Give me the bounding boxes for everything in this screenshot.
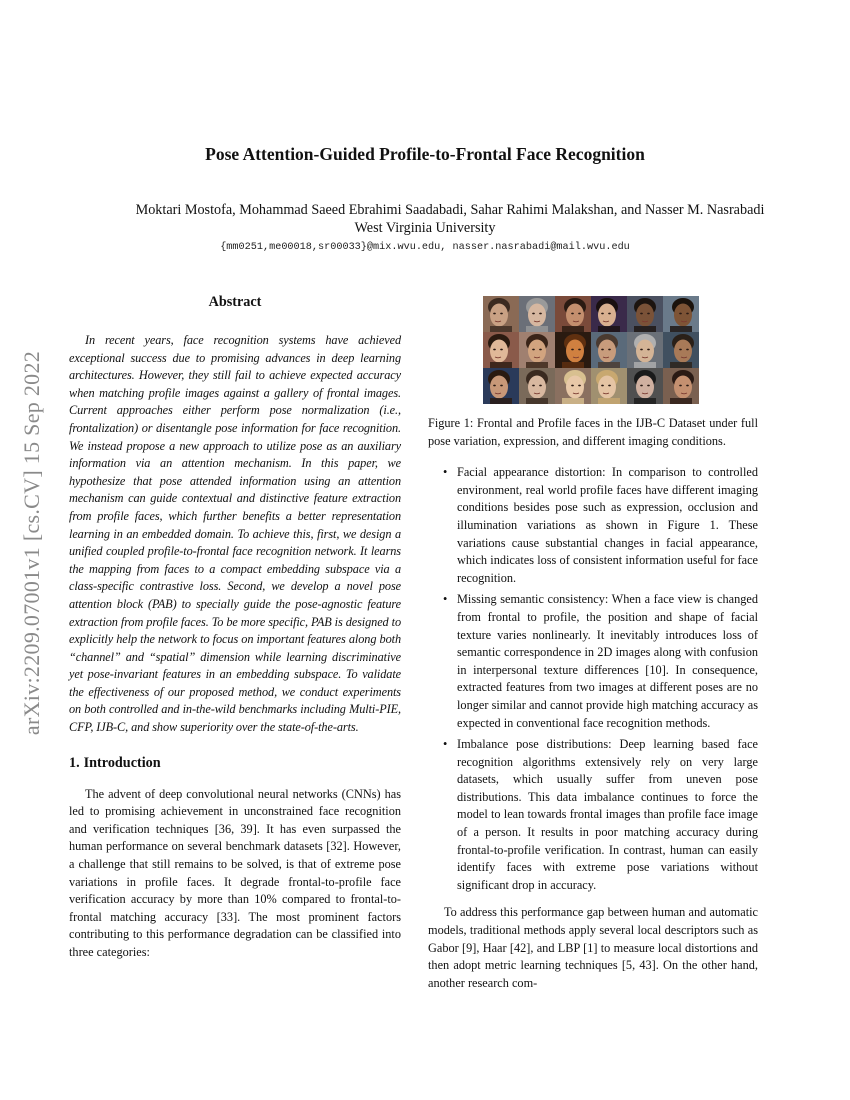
challenge-list <box>428 464 758 894</box>
face-photo-image <box>591 296 627 332</box>
face-photo-image <box>555 368 591 404</box>
face-photo <box>627 368 663 404</box>
face-photo-shape <box>571 349 574 351</box>
bullet-dot: • <box>443 592 448 607</box>
face-photo-shape <box>532 313 535 315</box>
face-photo-image <box>627 332 663 368</box>
section-number: 1. <box>69 754 80 771</box>
bullet-dot: • <box>443 465 448 480</box>
face-photo-shape <box>490 340 508 363</box>
face-photo <box>483 368 519 404</box>
face-photo-shape <box>647 349 650 351</box>
face-photo-image <box>519 368 555 404</box>
face-photo-shape <box>640 313 643 315</box>
face-photo <box>591 332 627 368</box>
face-photo-shape <box>571 313 574 315</box>
figure-caption: Figure 1: Frontal and Profile faces in the IJB-C Dataset under full pose variation, expression, and different imaging conditions. <box>428 416 758 448</box>
author-emails: {mm0251,me00018,sr00033}@mix.wvu.edu, nasser.nasrabadi@mail.wvu.edu <box>220 242 630 253</box>
face-photo-shape <box>647 313 650 315</box>
face-photo-shape <box>640 349 643 351</box>
face-photo-image <box>663 332 699 368</box>
face-photo <box>663 368 699 404</box>
face-photo-shape <box>608 385 611 387</box>
figure-face-grid <box>483 296 699 404</box>
left-column <box>69 294 401 962</box>
face-photo-shape <box>636 340 654 363</box>
right-column <box>428 296 758 992</box>
face-photo-shape <box>528 376 546 399</box>
face-photo <box>627 296 663 332</box>
face-photo-shape <box>670 398 692 404</box>
face-photo-shape <box>528 304 546 327</box>
face-photo <box>555 368 591 404</box>
face-photo-shape <box>566 340 584 363</box>
face-photo <box>483 332 519 368</box>
face-photo <box>663 296 699 332</box>
face-photo-shape <box>636 304 654 327</box>
face-photo-shape <box>493 313 496 315</box>
section-title: Introduction <box>83 754 161 771</box>
face-photo-image <box>519 332 555 368</box>
face-photo-shape <box>532 385 535 387</box>
bullet-text: Imbalance pose distributions: Deep learning based face recognition algorithms extensively rely on very large datasets, which usually suffer from uneven pose distributions. This data imbalance continues to force the model to lean towards frontal images than profile face image of a person. It results in poor matching accuracy during frontal-to-profile verification. In contrast, human can easily identify faces with extreme pose variations without significant drop in accuracy. <box>457 737 758 892</box>
face-photo-shape <box>571 385 574 387</box>
face-photo <box>555 332 591 368</box>
author-list: Moktari Mostofa, Mohammad Saeed Ebrahimi Saadabadi, Sahar Rahimi Malakshan, and Nasser M. Nasrabadi <box>135 202 765 218</box>
face-photo-shape <box>490 398 512 404</box>
face-photo-shape <box>598 340 616 363</box>
face-photo-shape <box>566 376 584 399</box>
face-photo-image <box>555 296 591 332</box>
arxiv-stamp <box>8 293 56 793</box>
face-photo-shape <box>674 340 692 363</box>
face-photo <box>519 296 555 332</box>
face-photo-shape <box>674 304 692 327</box>
face-photo-image <box>519 296 555 332</box>
face-photo-shape <box>608 349 611 351</box>
abstract-heading: Abstract <box>208 294 262 310</box>
face-photo-shape <box>500 385 503 387</box>
face-photo-image <box>591 368 627 404</box>
face-photo-shape <box>601 313 604 315</box>
face-photo-image <box>555 332 591 368</box>
face-photo-shape <box>674 376 692 399</box>
face-photo-shape <box>532 349 535 351</box>
face-photo <box>483 296 519 332</box>
face-photo-shape <box>493 385 496 387</box>
bullet-item <box>428 736 758 894</box>
face-photo <box>627 332 663 368</box>
face-photo-image <box>483 368 519 404</box>
face-photo-shape <box>647 385 650 387</box>
face-photo-shape <box>598 398 620 404</box>
introduction-paragraph: The advent of deep convolutional neural networks (CNNs) has led to promising achievement in unconstrained face recognition and verification techniques [36, 39]. It has even surpassed the human performance on several benchmark datasets [32]. However, a challenge that still remains to be solved, is that of extreme pose variations in profile faces. It degrade frontal-to-profile face verification accuracy by more than 10% compared to frontal-to-frontal matching accuracy [33]. The most prominent factors contributing to this performance degradation can be classified into three categories: <box>69 786 401 959</box>
face-photo-shape <box>679 349 682 351</box>
face-photo-shape <box>526 398 548 404</box>
face-photo <box>591 368 627 404</box>
face-photo-shape <box>566 304 584 327</box>
face-photo <box>519 332 555 368</box>
face-photo-image <box>627 296 663 332</box>
face-photo-shape <box>528 340 546 363</box>
face-photo-shape <box>679 313 682 315</box>
face-photo-shape <box>539 349 542 351</box>
face-photo-shape <box>601 349 604 351</box>
bullet-dot: • <box>443 737 448 752</box>
face-photo-shape <box>686 313 689 315</box>
paper-title: Pose Attention-Guided Profile-to-Frontal Face Recognition <box>205 144 645 164</box>
face-photo-image <box>663 296 699 332</box>
body-paragraph: To address this performance gap between human and automatic models, traditional methods apply several local descriptors such as Gabor [9], Haar [42], and LBP [1] to measure local distortions and then adopt metric learning techniques [5, 43]. On the other hand, another research com- <box>428 905 758 990</box>
bullet-item <box>428 591 758 732</box>
face-photo-shape <box>500 349 503 351</box>
face-photo-shape <box>578 385 581 387</box>
bullet-text: Missing semantic consistency: When a face view is changed from frontal to profile, the position and shape of facial texture varies nonlinearly. It inevitably introduces loss of semantic correspondence in 2D images along with confusion in interpersonal texture differences [10]. In consequence, extracted features from two images at different poses are no longer similar and cannot provide high matching accuracy as expected in conventional face recognition methods. <box>457 592 758 730</box>
face-photo-shape <box>679 385 682 387</box>
face-photo-shape <box>500 313 503 315</box>
face-photo <box>519 368 555 404</box>
face-photo-shape <box>598 376 616 399</box>
face-photo-image <box>483 332 519 368</box>
face-photo-shape <box>634 398 656 404</box>
face-photo-image <box>591 332 627 368</box>
face-photo-shape <box>490 376 508 399</box>
face-photo-shape <box>578 313 581 315</box>
face-photo-image <box>627 368 663 404</box>
face-photo-image <box>663 368 699 404</box>
face-photo-shape <box>490 304 508 327</box>
bullet-text: Facial appearance distortion: In comparison to controlled environment, real world profile faces have different imaging conditions besides pose such as expression, occlusion and illumination variations as shown in Figure 1. These variations cause substantial changes in facial appearance, which indicates loss of consistent information useful for face recognition. <box>457 465 758 585</box>
introduction-heading <box>69 755 401 772</box>
bullet-item <box>428 464 758 587</box>
abstract-text: In recent years, face recognition systems have achieved exceptional success due to promising advances in deep learning architectures. However, they still fail to achieve expected accuracy when matching profile images against a gallery of frontal images. Current approaches either perform pose normalization (i.e., frontalization) or disentangle pose information for face recognition. We instead propose a new approach to utilize pose as an auxiliary information via an attention mechanism. In this paper, we hypothesize that pose attended information using an attention mechanism can guide contextual and distinctive feature extraction from profile faces, which further benefits a better representation learning in an embedded domain. To achieve this, first, we design a unified coupled profile-to-frontal face recognition network. It learns the mapping from faces to a compact embedding subspace via a class-specific contrastive loss. Second, we develop a novel pose attention block (PAB) to specially guide the pose-agnostic feature extraction from profile faces. To be more specific, PAB is designed to explicitly help the network to focus on important features along both “channel” and “spatial” dimension while learning discriminative yet pose-invariant features in an embedding subspace. To validate the effectiveness of our proposed method, we conduct experiments on both controlled and in-the-wild benchmarks including Multi-PIE, CFP, IJB-C, and show superiority over the state-of-the-arts. <box>69 333 401 735</box>
face-photo <box>591 296 627 332</box>
arxiv-identifier: arXiv:2209.07001v1 [cs.CV] 15 Sep 2022 <box>19 350 44 736</box>
face-photo-shape <box>636 376 654 399</box>
affiliation: West Virginia University <box>354 220 496 236</box>
face-photo-shape <box>598 304 616 327</box>
face-photo-shape <box>578 349 581 351</box>
face-photo <box>555 296 591 332</box>
face-photo-shape <box>686 349 689 351</box>
face-photo-shape <box>493 349 496 351</box>
face-photo-shape <box>601 385 604 387</box>
face-photo <box>663 332 699 368</box>
face-photo-shape <box>640 385 643 387</box>
face-photo-shape <box>686 385 689 387</box>
face-photo-shape <box>562 398 584 404</box>
face-photo-image <box>483 296 519 332</box>
face-photo-shape <box>539 385 542 387</box>
face-photo-shape <box>608 313 611 315</box>
face-photo-shape <box>539 313 542 315</box>
